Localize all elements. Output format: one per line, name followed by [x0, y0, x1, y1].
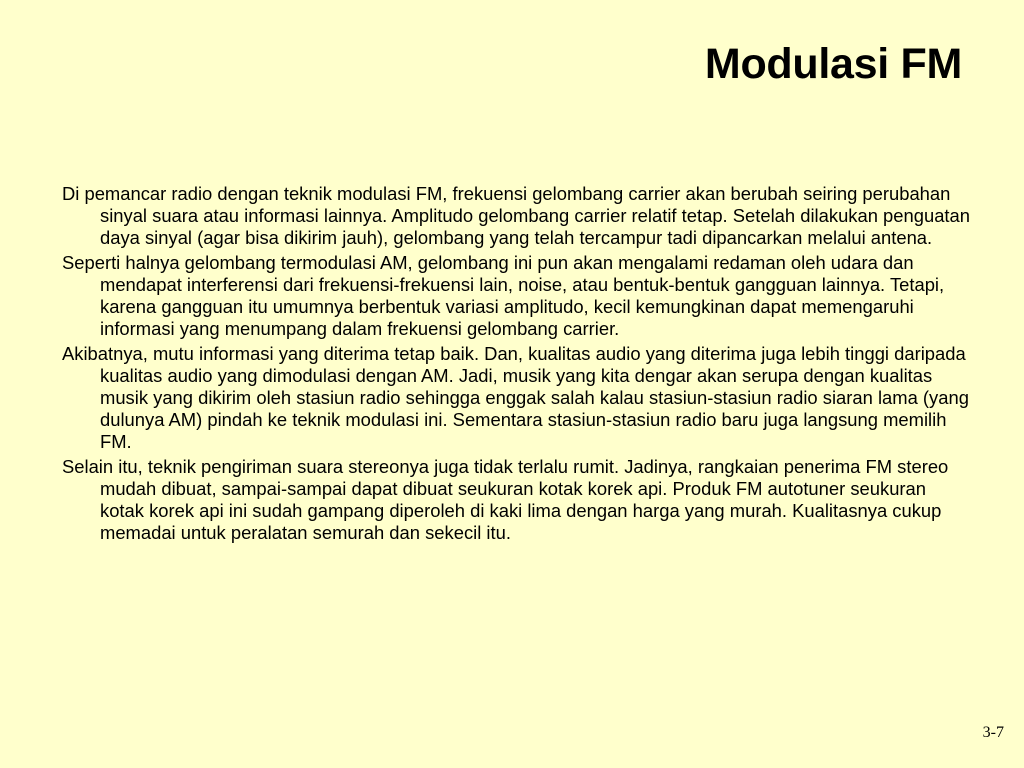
paragraph-3: Akibatnya, mutu informasi yang diterima tetap baik. Dan, kualitas audio yang diterima juga lebih tinggi daripada kualitas audio yang dimodulasi dengan AM. Jadi, musik yang kita dengar akan serupa dengan kualitas musik yang dikirim oleh stasiun radio sehingga enggak salah kalau stasiun-stasiun radio siaran lama (yang dulunya AM) pindah ke teknik modulasi ini. Sementara stasiun-stasiun radio baru juga langsung memilih FM. [62, 343, 969, 452]
slide-title: Modulasi FM [704, 40, 962, 88]
paragraph-4: Selain itu, teknik pengiriman suara stereonya juga tidak terlalu rumit. Jadinya, rangkaian penerima FM stereo mudah dibuat, sampai-sampai dapat dibuat seukuran kotak korek api. Produk FM autotuner seukuran kotak korek api ini sudah gampang diperoleh di kaki lima dengan harga yang murah. Kualitasnya cukup memadai untuk peralatan semurah dan sekecil itu. [62, 456, 949, 543]
slide-body [62, 183, 972, 547]
paragraph-1: Di pemancar radio dengan teknik modulasi FM, frekuensi gelombang carrier akan berubah seiring perubahan sinyal suara atau informasi lainnya. Amplitudo gelombang carrier relatif tetap. Setelah dilakukan penguatan daya sinyal (agar bisa dikirim jauh), gelombang yang telah tercampur tadi dipancarkan melalui antena. [62, 183, 970, 248]
page-number: 3-7 [982, 724, 1004, 741]
paragraph-2: Seperti halnya gelombang termodulasi AM, gelombang ini pun akan mengalami redaman oleh udara dan mendapat interferensi dari frekuensi-frekuensi lain, noise, atau bentuk-bentuk gangguan lainnya. Tetapi, karena gangguan itu umumnya berbentuk variasi amplitudo, kecil kemungkinan dapat memengaruhi informasi yang menumpang dalam frekuensi gelombang carrier. [62, 252, 945, 339]
